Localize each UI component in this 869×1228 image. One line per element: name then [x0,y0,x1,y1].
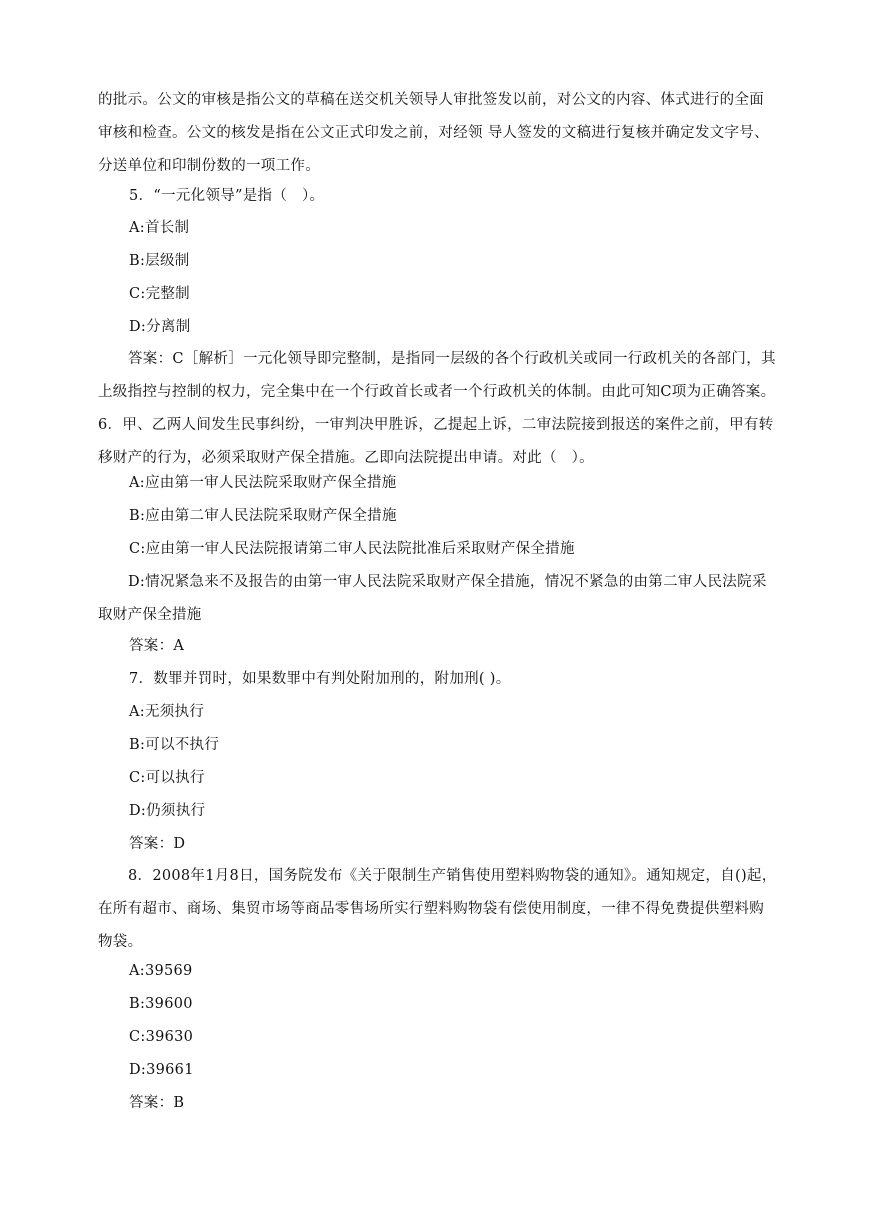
question-7: 7．数罪并罚时，如果数罪中有判处附加刑的，附加刑( )。 [129,671,511,687]
question-8: 8．2008年1月8日，国务院发布《关于限制生产销售使用塑料购物袋的通知》。通知规定，自()起，在所有超市、商场、集贸市场等商品零售场所实行塑料购物袋有偿使用制度，一律不得免费提供塑料购物袋。 [98,868,777,950]
q8-option-a: A:39569 [129,963,193,979]
question-5: 5．“一元化领导”是指（ ）。 [129,188,325,204]
q7-option-c: C:可以执行 [129,770,205,786]
q5-option-d: D:分离制 [129,319,191,335]
q8-option-d: D:39661 [129,1062,194,1078]
q7-answer: 答案：D [129,836,186,852]
q5-answer-and-question-6: 答案：C［解析］一元化领导即完整制，是指同一层级的各个行政机关或同一行政机关的各部门，其上级指控与控制的权力，完全集中在一个行政首长或者一个行政机关的体制。由此可知C项为正确答案。6．甲、乙两人间发生民事纠纷，一审判决甲胜诉，乙提起上诉，二审法院接到报送的案件之前，甲有转移财产的行为，必须采取财产保全措施。乙即向法院提出申请。对此（ ）。 [98,351,776,466]
q6-option-d: D:情况紧急来不及报告的由第一审人民法院采取财产保全措施，情况不紧急的由第二审人民法院采取财产保全措施 [98,574,767,623]
intro-paragraph: 的批示。公文的审核是指公文的草稿在送交机关领导人审批签发以前，对公文的内容、体式进行的全面审核和检查。公文的核发是指在公文正式印发之前，对经领 导人签发的文稿进行复核并确定发文字号、分送单位和印制份数的一项工作。 [98,92,769,174]
q6-answer: 答案：A [129,638,185,654]
q5-option-b: B:层级制 [129,253,190,269]
q5-option-a: A:首长制 [129,220,190,236]
q6-option-c: C:应由第一审人民法院报请第二审人民法院批准后采取财产保全措施 [129,541,575,557]
q6-option-b: B:应由第二审人民法院采取财产保全措施 [129,508,397,524]
q7-option-d: D:仍须执行 [129,803,206,819]
q8-option-b: B:39600 [129,996,193,1012]
q5-option-c: C:完整制 [129,286,190,302]
q8-option-c: C:39630 [129,1029,194,1045]
q6-option-a: A:应由第一审人民法院采取财产保全措施 [129,475,397,491]
q8-answer: 答案：B [129,1095,185,1111]
q7-option-b: B:可以不执行 [129,737,220,753]
q7-option-a: A:无须执行 [129,704,205,720]
